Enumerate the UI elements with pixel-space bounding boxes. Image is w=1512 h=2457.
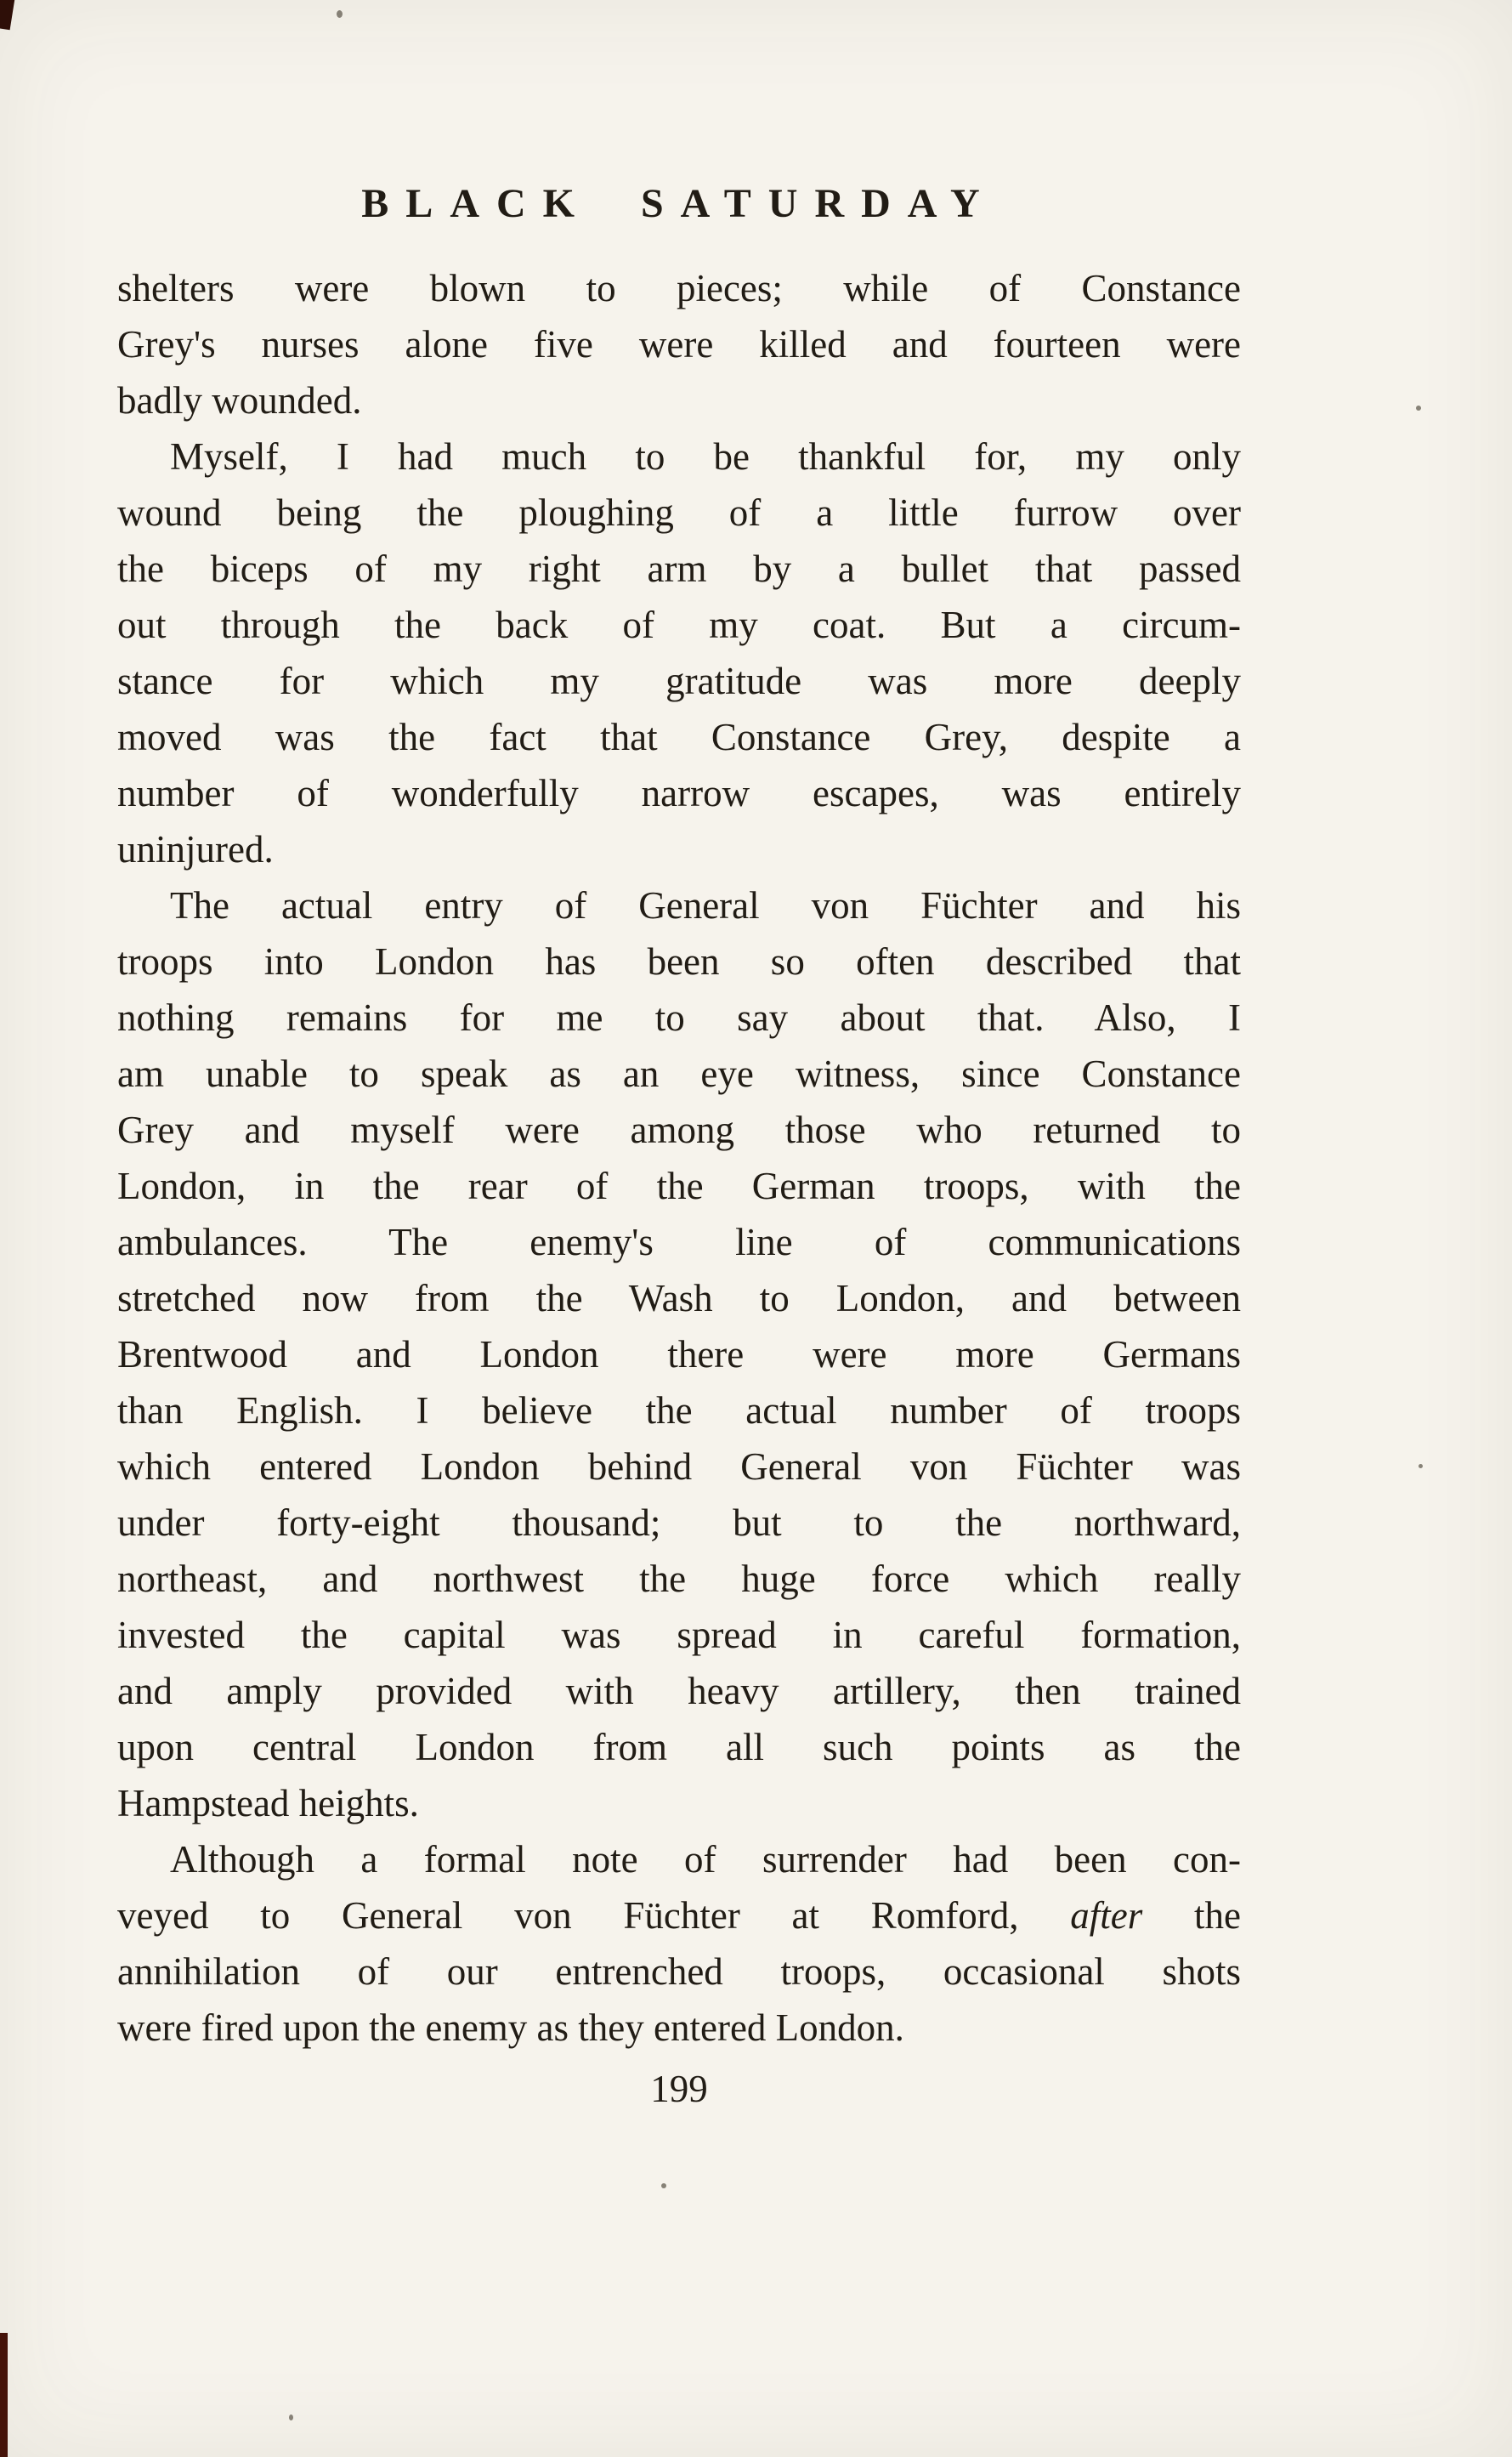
text-line: upon central London from all such points as the <box>117 1726 1241 1768</box>
text-line: under forty-eight thousand; but to the northward, <box>117 1501 1241 1544</box>
text-line: than English. I believe the actual number of troops <box>117 1389 1241 1432</box>
text-line: stretched now from the Wash to London, and between <box>117 1277 1241 1319</box>
text-line: London, in the rear of the German troops, with the <box>117 1165 1241 1207</box>
text-line: northeast, and northwest the huge force which really <box>117 1558 1241 1600</box>
text-line: moved was the fact that Constance Grey, despite a <box>117 716 1241 758</box>
italic-text: after <box>1070 1894 1143 1937</box>
page-body <box>117 260 1241 2056</box>
text-line: annihilation of our entrenched troops, occasional shots <box>117 1950 1241 1993</box>
paragraph <box>117 428 1241 877</box>
text-line: The actual entry of General von Füchter and his <box>170 884 1241 927</box>
paragraph <box>117 877 1241 1831</box>
text-line: veyed to General von Füchter at Romford, after the <box>117 1894 1241 1937</box>
text-line: uninjured. <box>117 828 274 871</box>
text-line: and amply provided with heavy artillery, then trained <box>117 1670 1241 1712</box>
text-line: nothing remains for me to say about that. Also, I <box>117 996 1241 1039</box>
text-line: wound being the ploughing of a little furrow over <box>117 491 1241 534</box>
scan-speck <box>1419 1464 1423 1468</box>
text-line: Hampstead heights. <box>117 1782 419 1824</box>
scan-artifact <box>0 2333 8 2457</box>
page-number: 199 <box>650 2068 708 2110</box>
text-line: Grey and myself were among those who returned to <box>117 1109 1241 1151</box>
text-line: Although a formal note of surrender had been con- <box>170 1838 1241 1881</box>
text-line: badly wounded. <box>117 379 362 422</box>
paragraph <box>117 1831 1241 2056</box>
paragraph <box>117 260 1241 428</box>
page-header: BLACK SATURDAY <box>361 181 997 226</box>
text-line: Brentwood and London there were more Germans <box>117 1333 1241 1376</box>
scan-speck <box>289 2414 293 2420</box>
text-line: troops into London has been so often described that <box>117 940 1241 983</box>
text-line: which entered London behind General von Füchter was <box>117 1445 1241 1488</box>
text-line: shelters were blown to pieces; while of Constance <box>117 267 1241 309</box>
text-line: Grey's nurses alone five were killed and fourteen were <box>117 323 1241 366</box>
scan-speck <box>661 2183 666 2188</box>
scan-speck <box>337 10 343 18</box>
scan-artifact <box>0 0 15 30</box>
text-line: were fired upon the enemy as they entered London. <box>117 2006 904 2049</box>
text-line: Myself, I had much to be thankful for, my only <box>170 435 1241 478</box>
scan-speck <box>1416 406 1421 411</box>
text-line: am unable to speak as an eye witness, since Constance <box>117 1053 1241 1095</box>
text-line: invested the capital was spread in careful formation, <box>117 1614 1241 1656</box>
text-line: out through the back of my coat. But a circum- <box>117 604 1241 646</box>
text-line: the biceps of my right arm by a bullet that passed <box>117 548 1241 590</box>
text-block <box>117 180 1241 2117</box>
text-line: stance for which my gratitude was more deeply <box>117 660 1241 702</box>
text-line: number of wonderfully narrow escapes, was entirely <box>117 772 1241 814</box>
text-line: ambulances. The enemy's line of communications <box>117 1221 1241 1263</box>
